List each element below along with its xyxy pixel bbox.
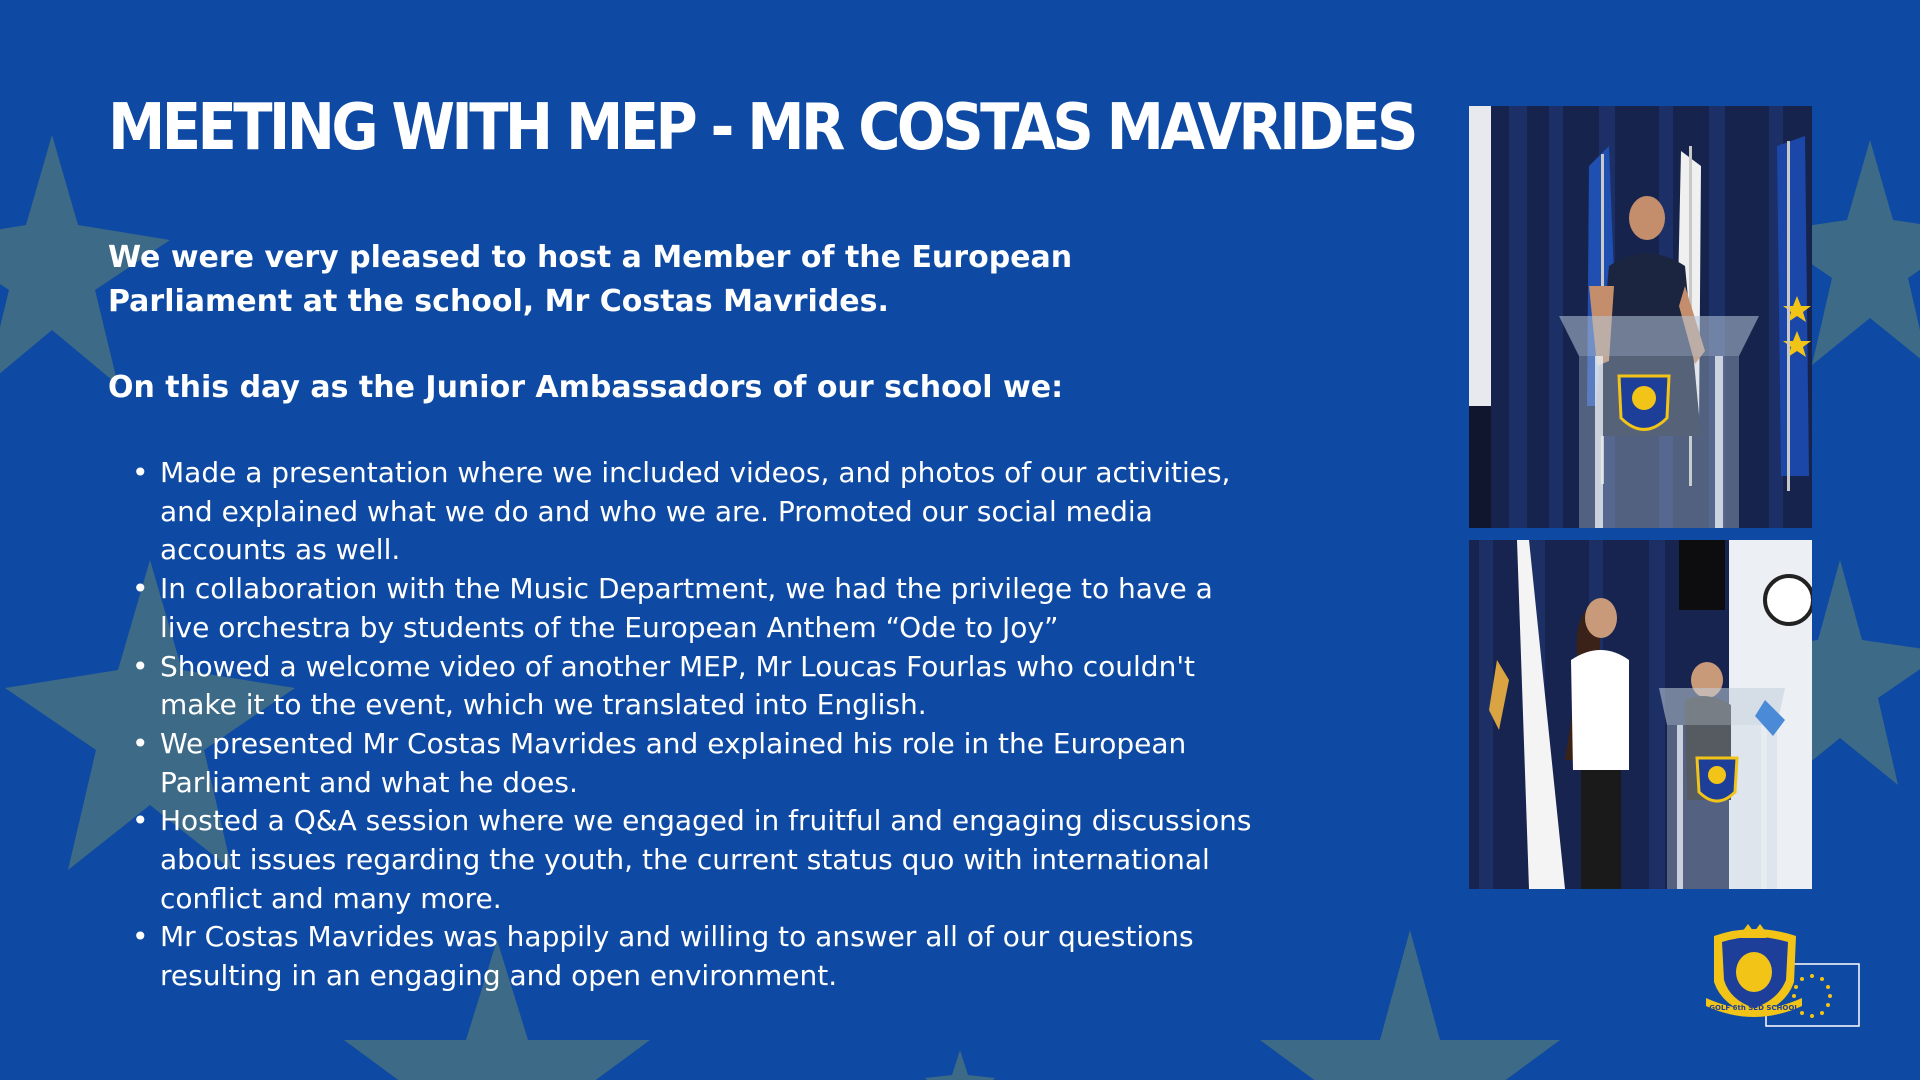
list-item: • Showed a welcome video of another MEP, Mr Loucas Fourlas who couldn't make it to the event, which we translated into English.: [132, 648, 1252, 725]
intro-text: We were very pleased to host a Member of the European Parliament at the school, Mr Costas Mavrides.: [108, 240, 1073, 319]
list-item: • In collaboration with the Music Department, we had the privilege to have a live orchestra by students of the European Anthem “Ode to Joy”: [132, 570, 1252, 647]
list-item: • Hosted a Q&A session where we engaged in fruitful and engaging discussions about issues regarding the youth, the current status quo with international conflict and many more.: [132, 802, 1252, 918]
speaker-photo: [1469, 106, 1812, 528]
activity-list: [132, 454, 1252, 996]
star-icon: [1260, 930, 1560, 1080]
star-icon: [925, 1050, 995, 1080]
lead-text: On this day as the Junior Ambassadors of our school we:: [108, 370, 1064, 405]
school-logo: [1706, 924, 1861, 1029]
list-item: • Made a presentation where we included videos, and photos of our activities, and explained what we do and who we are. Promoted our social media accounts as well.: [132, 454, 1252, 570]
students-photo: [1469, 540, 1812, 889]
list-item: • We presented Mr Costas Mavrides and explained his role in the European Parliament and what he does.: [132, 725, 1252, 802]
logo-text: GOLF 6th SED SCHOOL: [1709, 1004, 1799, 1012]
list-item: • Mr Costas Mavrides was happily and willing to answer all of our questions resulting in an engaging and open environment.: [132, 918, 1252, 995]
page-title: MEETING WITH MEP - MR COSTAS MAVRIDES: [108, 91, 1415, 165]
